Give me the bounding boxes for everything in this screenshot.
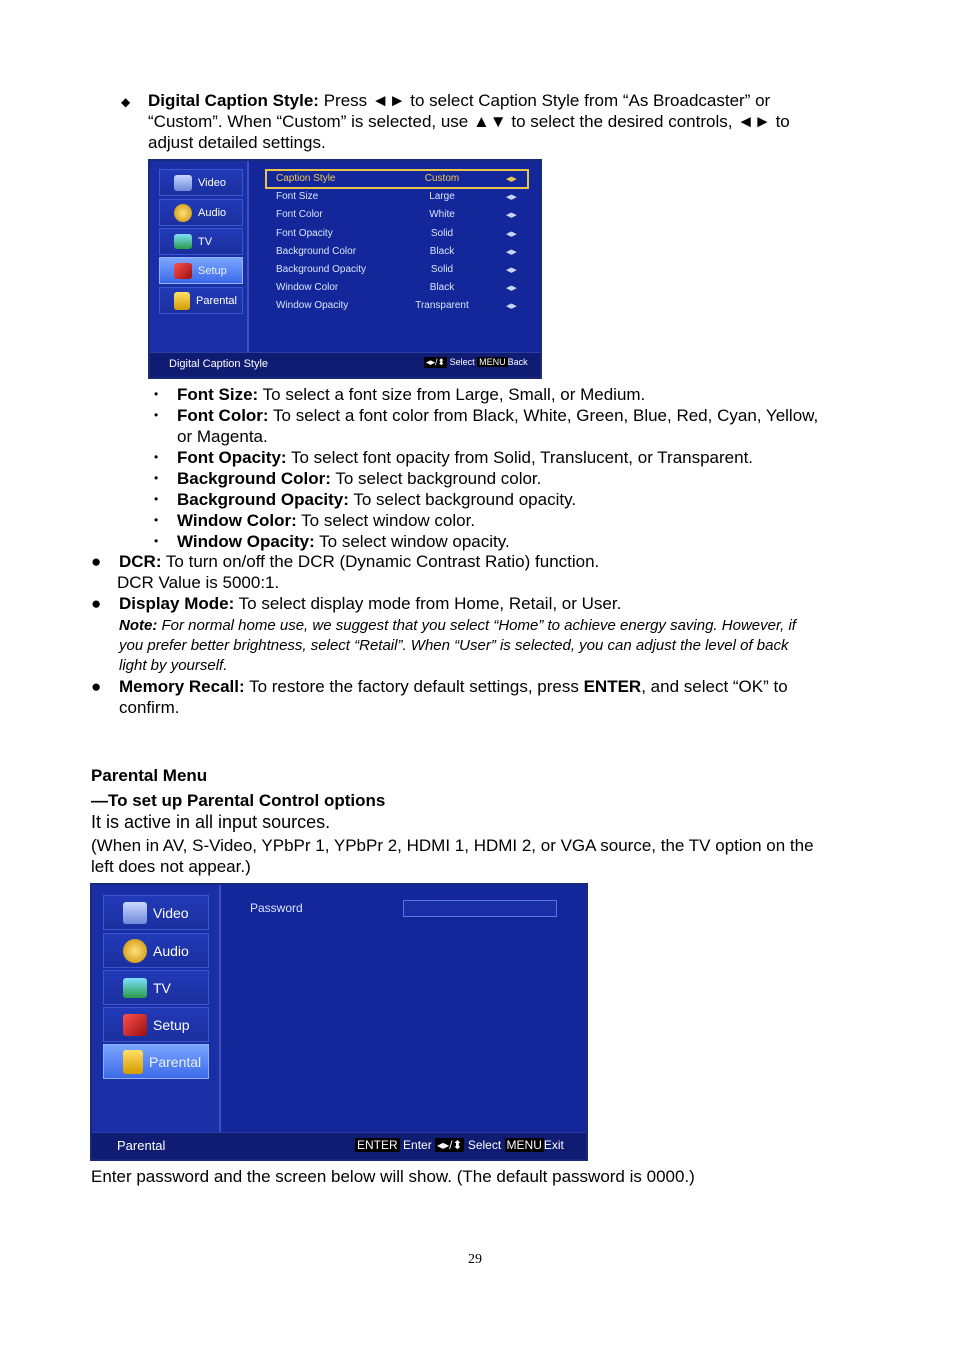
setting-value: Black — [429, 282, 455, 294]
caption-option-item — [177, 447, 753, 468]
option-description: To select a font size from Large, Small, or Medium. — [258, 385, 646, 404]
sidebar-label: Setup — [198, 264, 227, 277]
setting-label: Font Color — [276, 209, 323, 221]
parental-line2: (When in AV, S-Video, YPbPr 1, YPbPr 2, HDMI 1, HDMI 2, or VGA source, the TV option on the — [91, 836, 814, 855]
option-description: To select window opacity. — [314, 532, 510, 551]
menu-key: MENU — [479, 357, 506, 367]
small-bullet-icon: • — [154, 534, 159, 548]
enter-key: ENTER — [357, 1138, 398, 1152]
small-bullet-icon: • — [154, 408, 159, 422]
lock-icon — [174, 292, 190, 310]
setting-value: White — [429, 209, 455, 221]
lock-icon — [123, 1050, 143, 1074]
video-icon — [174, 175, 192, 191]
caption-style-line2: “Custom”. When “Custom” is selected, use ▲▼ to select the desired controls, ◄► to — [148, 112, 790, 131]
display-mode-note1: Note: For normal home use, we suggest that you select “Home” to achieve energy saving. However, if — [119, 617, 796, 634]
tv-icon — [123, 978, 147, 998]
dcr-bullet-icon: ● — [91, 552, 102, 571]
setting-value: Transparent — [415, 300, 469, 312]
audio-icon — [123, 939, 147, 963]
option-description-continued: or Magenta. — [177, 427, 268, 446]
tools-icon — [123, 1014, 147, 1036]
dcr-value: DCR Value is 5000:1. — [117, 573, 280, 592]
sidebar-item-video[interactable] — [159, 169, 243, 196]
setting-row[interactable] — [247, 191, 540, 209]
left-right-arrows-icon[interactable]: ◀▶ — [506, 285, 517, 293]
caption-option-item — [177, 405, 818, 426]
footer-title: Digital Caption Style — [169, 358, 269, 370]
password-label: Password — [250, 901, 303, 915]
setting-row[interactable] — [247, 209, 540, 227]
sidebar-item-setup[interactable] — [159, 257, 243, 284]
footer-hints — [355, 1138, 564, 1152]
setting-label: Background Opacity — [276, 264, 367, 275]
display-mode-note2: you prefer better brightness, select “Retail”. When “User” is selected, you can adjust the level of back — [119, 637, 789, 654]
menu-sidebar — [150, 161, 249, 377]
parental-line1: It is active in all input sources. — [91, 812, 331, 832]
caption-style-line3: adjust detailed settings. — [148, 133, 326, 152]
sidebar-label: Parental — [196, 294, 237, 307]
sidebar-item-tv[interactable] — [159, 228, 243, 255]
sidebar-label: Audio — [153, 942, 189, 959]
caption-option-item — [177, 489, 576, 510]
memory-recall-bullet-icon: ● — [91, 677, 102, 696]
memory-recall-line: Memory Recall: To restore the factory default settings, press ENTER, and select “OK” to — [119, 677, 788, 696]
left-right-arrows-icon[interactable]: ◀▶ — [506, 267, 517, 274]
sidebar-label: Parental — [149, 1053, 202, 1070]
sidebar-item-audio[interactable] — [103, 933, 209, 968]
sidebar-item-tv[interactable] — [103, 970, 209, 1005]
option-description: To select background color. — [330, 469, 542, 488]
sidebar-label: TV — [198, 235, 213, 248]
setting-label: Window Opacity — [276, 300, 349, 312]
left-right-arrows-icon[interactable]: ◀▶ — [506, 194, 517, 202]
option-name: Window Opacity: — [177, 532, 315, 551]
setting-value: Custom — [424, 173, 460, 184]
sidebar-item-parental[interactable] — [103, 1044, 209, 1079]
option-name: Background Opacity: — [177, 490, 349, 509]
setting-row[interactable] — [247, 300, 540, 318]
setting-label: Font Opacity — [276, 227, 333, 239]
caption-option-item — [177, 531, 510, 552]
footer-exit: Exit — [543, 1138, 564, 1152]
tools-icon — [174, 263, 192, 279]
left-right-arrows-icon[interactable]: ◀▶ — [506, 212, 517, 220]
sidebar-item-audio[interactable] — [159, 199, 243, 226]
setup-menu-screen — [148, 159, 542, 379]
setting-label: Caption Style — [276, 173, 336, 184]
sidebar-label: Video — [153, 904, 189, 921]
option-description: To select a font color from Black, White, Green, Blue, Red, Cyan, Yellow, — [268, 406, 819, 425]
setting-value: Large — [429, 191, 455, 203]
option-name: Font Size: — [177, 385, 259, 404]
sidebar-label: TV — [153, 979, 171, 996]
menu-sidebar — [92, 885, 221, 1159]
page-number: 29 — [468, 1252, 482, 1267]
option-name: Font Color: — [177, 406, 269, 425]
setting-label: Font Size — [276, 191, 319, 203]
caption-option-item — [177, 510, 475, 531]
small-bullet-icon: • — [154, 450, 159, 464]
small-bullet-icon: • — [154, 513, 159, 527]
tv-icon — [174, 234, 192, 249]
memory-recall-line2: confirm. — [119, 698, 180, 717]
caption-settings-list — [247, 161, 540, 351]
parental-menu-screen — [90, 883, 588, 1161]
sidebar-label: Video — [198, 176, 226, 189]
dcr-line: DCR: To turn on/off the DCR (Dynamic Contrast Ratio) function. — [119, 552, 600, 571]
left-right-arrows-icon[interactable]: ◀▶ — [506, 303, 517, 311]
option-name: Font Opacity: — [177, 448, 287, 467]
option-name: Window Color: — [177, 511, 297, 530]
menu-footer — [92, 1132, 586, 1159]
display-mode-line: Display Mode: To select display mode from Home, Retail, or User. — [119, 594, 622, 613]
setting-value: Solid — [430, 264, 454, 275]
setting-row[interactable] — [247, 282, 540, 300]
display-mode-note3: light by yourself. — [119, 657, 228, 674]
parental-heading: Parental Menu — [91, 766, 208, 785]
small-bullet-icon: • — [154, 387, 159, 401]
setting-row[interactable] — [247, 228, 540, 246]
menu-footer — [150, 352, 540, 377]
setting-row[interactable] — [247, 173, 540, 191]
parental-subheading: —To set up Parental Control options — [91, 791, 386, 810]
footer-hints — [424, 357, 528, 368]
nav-arrows-icon: ◂▸/⬍ — [426, 357, 446, 367]
footer-enter: Enter — [403, 1138, 432, 1152]
left-right-arrows-icon[interactable]: ◀▶ — [506, 230, 517, 238]
caption-option-item — [177, 384, 645, 405]
footer-select: Select — [467, 1138, 502, 1152]
setting-value: Black — [429, 245, 455, 257]
diamond-bullet-icon: ◆ — [121, 95, 131, 109]
closing-text: Enter password and the screen below will show. (The default password is 0000.) — [91, 1167, 695, 1186]
setting-row[interactable] — [247, 264, 540, 282]
sidebar-item-parental[interactable] — [159, 287, 243, 314]
option-description: To select font opacity from Solid, Translucent, or Transparent. — [286, 448, 754, 467]
footer-select: Select — [449, 357, 475, 367]
sidebar-item-setup[interactable] — [103, 1007, 209, 1042]
setting-value: Solid — [430, 227, 454, 239]
audio-icon — [174, 204, 192, 222]
sidebar-item-video[interactable] — [103, 895, 209, 930]
sidebar-label: Audio — [198, 206, 227, 219]
setting-label: Window Color — [276, 282, 339, 294]
setting-label: Background Color — [276, 245, 357, 257]
password-input[interactable] — [403, 900, 557, 917]
footer-back: Back — [507, 357, 528, 367]
nav-arrows-icon: ◂▸/⬍ — [437, 1138, 463, 1152]
option-name: Background Color: — [177, 469, 331, 488]
option-description: To select window color. — [296, 511, 476, 530]
option-description: To select background opacity. — [348, 490, 577, 509]
caption-style-line1: Digital Caption Style: Press ◄► to select Caption Style from “As Broadcaster” or — [148, 91, 771, 110]
menu-key: MENU — [506, 1138, 542, 1152]
parental-line3: left does not appear.) — [91, 857, 251, 876]
setting-row[interactable] — [247, 246, 540, 264]
small-bullet-icon: • — [154, 471, 159, 485]
caption-option-item — [177, 468, 541, 489]
display-mode-bullet-icon: ● — [91, 594, 102, 613]
video-icon — [123, 902, 147, 924]
sidebar-label: Setup — [153, 1016, 190, 1033]
small-bullet-icon: • — [154, 492, 159, 506]
left-right-arrows-icon[interactable]: ◀▶ — [506, 176, 517, 183]
left-right-arrows-icon[interactable]: ◀▶ — [506, 248, 517, 256]
footer-title: Parental — [117, 1138, 166, 1153]
